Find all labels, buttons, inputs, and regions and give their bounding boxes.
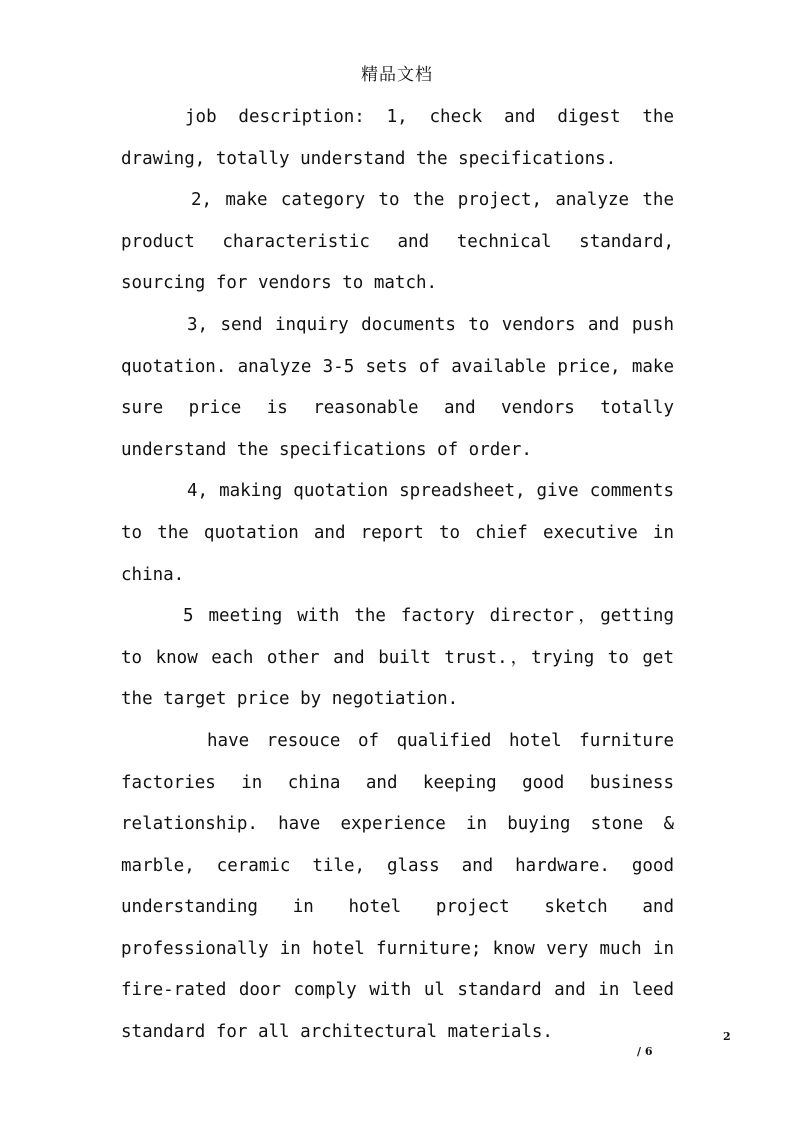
page-total: / 6 [637,1045,653,1058]
paragraph-item-3: 3, send inquiry documents to vendors and push quotation. analyze 3-5 sets of available price, make sure price is reasonable and vendors totally understand the specifications of order. [121,314,674,460]
paragraph-item-4: 4, making quotation spreadsheet, give comments to the quotation and report to chief executive in china. [121,481,674,585]
paragraph-item-5: 5 meeting with the factory director，getting to know each other and built trust.，trying to get the target price by negotiation. [121,606,674,710]
paragraph-item-2: 2, make category to the project, analyze the product characteristic and technical standard, sourcing for vendors to match. [121,190,674,294]
document-body [121,97,674,1054]
page-number: 2 [723,1030,731,1043]
paragraph-job-description: job description: 1, check and digest the drawing, totally understand the specifications. [121,107,674,169]
document-header-title: 精品文档 [361,65,433,85]
paragraph-resources: have resouce of qualified hotel furniture factories in china and keeping good business relationship. have experience in buying stone & marble, ceramic tile, glass and hardware. good understanding in hotel project sketch and professionally in hotel furniture; know very much in fire-rated door comply with ul standard and in leed standard for all architectural materials. [121,730,674,1043]
